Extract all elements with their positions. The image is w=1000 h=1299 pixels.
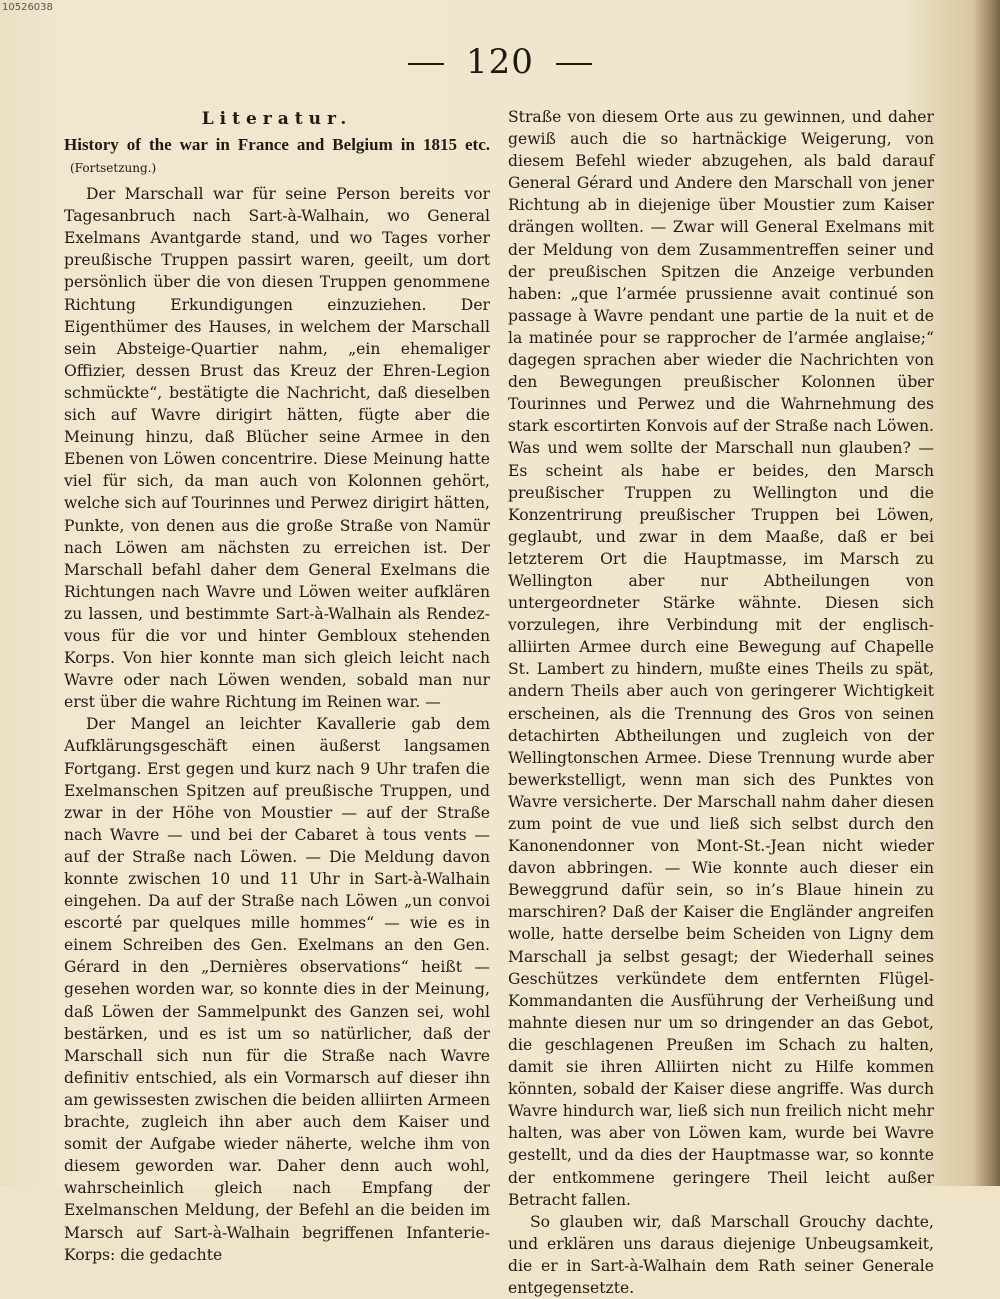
page-edge-shadow [974, 0, 1000, 1186]
header-dash-left [408, 63, 444, 65]
page-header [0, 42, 1000, 82]
page-number: 120 [466, 42, 534, 82]
paragraph: Straße von diesem Orte aus zu gewinnen, und daher gewiß auch die so hartnäckige Weigerung, von diesem Befehl wieder abzugehen, als bald darauf General Gérard und Andere den Marschall von jener Richtung ab in diejenige über Moustier zum Kaiser drängen wollten. — Zwar will General Exelmans mit der Meldung von dem Zusammentreffen seiner und der preußischen Spitzen die Anzeige verbunden haben: „que l’armée prussienne avait continué son passage à Wavre pendant une partie de la nuit et de la matinée pour se rapprocher de l’armée anglaise;“ dagegen sprachen aber wieder die Nachrichten von den Bewegungen preußischer Kolonnen über Tourinnes und Perwez und die Wahrnehmung des stark escortirten Konvois auf der Straße nach Löwen. Was und wem sollte der Marschall nun glauben? — Es scheint als habe er beides, den Marsch preußischer Truppen zu Wellington und die Konzentrirung preußischer Truppen bei Löwen, geglaubt, und zwar in dem Maaße, daß er bei letzterem Ort die Hauptmasse, im Marsch zu Wellington aber nur Abtheilungen von untergeordneter Stärke wähnte. Diesen sich vorzulegen, ihre Verbindung mit der englisch-alliirten Armee durch eine Bewegung auf Chapelle St. Lambert zu hindern, mußte eines Theils zu spät, andern Theils aber auch von geringerer Wichtigkeit erscheinen, als die Trennung des Gros von seinen detachirten Abtheilungen und zugleich von der Wellingtonschen Armee. Diese Trennung wurde aber bewerkstelligt, wenn man sich des Punktes von Wavre versicherte. Der Marschall nahm daher diesen zum point de vue und ließ sich selbst durch den Kanonendonner von Mont-St.-Jean nicht wieder davon abbringen. — Wie konnte auch dieser ein Beweggrund dafür sein, so in’s Blaue hinein zu marschiren? Daß der Kaiser die Engländer angreifen wolle, hatte derselbe beim Scheiden von Ligny dem Marschall ja selbst gesagt; der Wiederhall seines Geschützes verkündete dem entfernten Flügel-Kommandanten die Ausführung der Verheißung und mahnte diesen nur um so dringender an das Gebot, die geschlagenen Preußen im Schach zu halten, damit sie ihren Alliirten nicht zu Hilfe kommen könnten, sobald der Kaiser diese angriffe. Was durch Wavre hindurch war, ließ sich nun freilich nicht mehr halten, was aber von Löwen kam, wurde bei Wavre gestellt, und da dies der Hauptmasse war, so konnte der entkommene geringere Theil leicht außer Betracht fallen. [508, 108, 934, 1209]
section-heading: Literatur. [201, 109, 353, 129]
scan-id: 10526038 [2, 2, 53, 13]
left-column [64, 106, 490, 1266]
article-title-text: History of the war in France and Belgium in 1815 etc. [64, 135, 490, 155]
article-title [64, 134, 490, 179]
header-dash-right [556, 63, 592, 65]
paragraph: So glauben wir, daß Marschall Grouchy dachte, und erklären uns daraus diejenige Unbeugsamkeit, die er in Sart-à-Walhain dem Rath seiner Generale entgegensetzte. [508, 1212, 934, 1297]
paragraph: Der Mangel an leichter Kavallerie gab dem Aufklärungsgeschäft einen äußerst langsamen Fortgang. Erst gegen und kurz nach 9 Uhr trafen die Exelmanschen Spitzen auf preußische Truppen, und zwar in der Höhe von Moustier — auf der Straße nach Wavre — und bei der Cabaret à tous vents — auf der Straße nach Löwen. — Die Meldung davon konnte zwischen 10 und 11 Uhr in Sart-à-Walhain eingehen. Da auf der Straße nach Löwen „un convoi escorté par quelques mille hommes“ — wie es in einem Schreiben des Gen. Exelmans an den Gen. Gérard in den „Dernières observations“ heißt — gesehen worden war, so konnte dies in der Meinung, daß Löwen der Sammelpunkt des Ganzen sei, wohl bestärken, und es ist um so natürlicher, daß der Marschall sich nun für die Straße nach Wavre definitiv entschied, als ein Vormarsch auf dieser ihn am gewissesten zwischen die beiden alliirten Armeen brachte, zugleich ihn aber auch dem Kaiser und somit der Aufgabe wieder näherte, welche ihm von diesem geworden war. Daher denn auch wohl, wahrscheinlich gleich nach Empfang der Exelmanschen Meldung, der Befehl an die beiden im Marsch auf Sart-à-Walhain begriffenen Infanterie-Korps: die gedachte [64, 715, 490, 1264]
right-column [508, 106, 934, 1299]
continuation-note: (Fortsetzung.) [70, 161, 157, 176]
paragraph: Der Marschall war für seine Person bereits vor Tagesanbruch nach Sart-à-Walhain, wo General Exelmans Avantgarde stand, und wo Tages vorher preußische Truppen passirt waren, geeilt, um dort persönlich über die von diesen Truppen genommene Richtung Erkundigungen einzuziehen. Der Eigenthümer des Hauses, in welchem der Marschall sein Absteige-Quartier nahm, „ein ehemaliger Offizier, dessen Brust das Kreuz der Ehren-Legion schmückte“, bestätigte die Nachricht, daß dieselben sich auf Wavre dirigirt hätten, fügte aber die Meinung hinzu, daß Blücher seine Armee in den Ebenen von Löwen concentrire. Diese Meinung hatte viel für sich, da man auch von Kolonnen gehört, welche sich auf Tourinnes und Perwez dirigirt hätten, Punkte, von denen aus die große Straße von Namür nach Löwen am nächsten zu erreichen ist. Der Marschall befahl daher dem General Exelmans die Richtungen nach Wavre und Löwen weiter aufklären zu lassen, und bestimmte Sart-à-Walhain als Rendez-vous für die vor und hinter Gembloux stehenden Korps. Von hier konnte man sich gleich leicht nach Wavre oder nach Löwen wenden, sobald man nur erst über die wahre Richtung im Reinen war. — [64, 185, 490, 712]
